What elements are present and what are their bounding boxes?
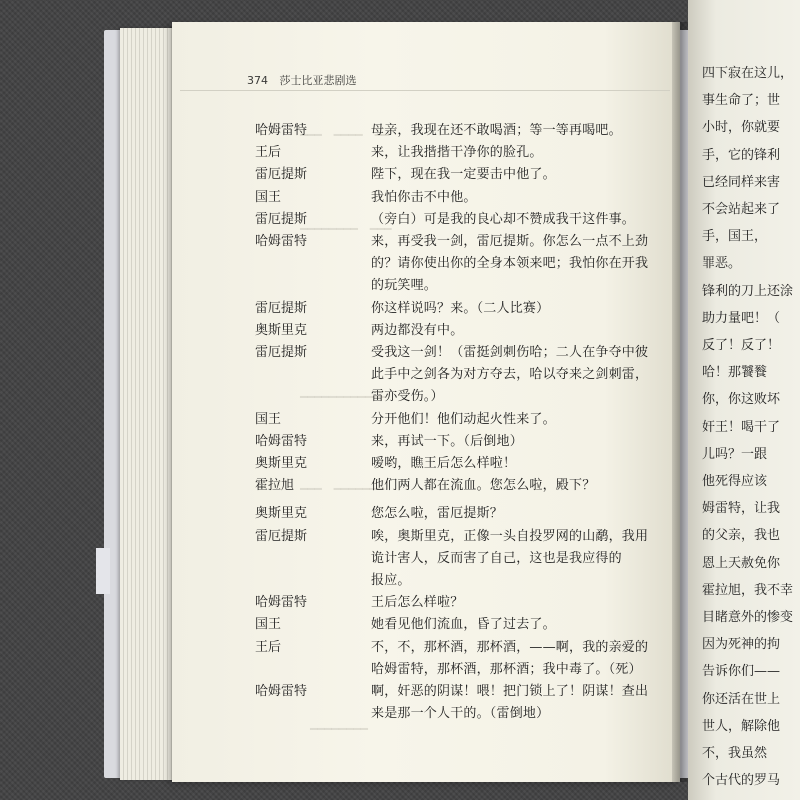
dialogue-line: 来，让我揩揩干净你的脸孔。 (371, 145, 543, 161)
speaker-name: 哈姆雷特 (255, 123, 308, 138)
dialogue-line: 受我这一剑！（雷挺剑刺伤哈；二人在争夺中彼 (371, 345, 649, 360)
page-stack-edges (120, 28, 180, 780)
right-page-line: 姆雷特，让我 (702, 501, 781, 517)
speaker-name: 哈姆雷特 (255, 595, 308, 611)
book-title: 莎士比亚悲剧选 (279, 74, 357, 87)
dialogue-line: 啊，奸恶的阴谋！喂！把门锁上了！阴谋！查出 (371, 684, 649, 699)
dialogue-line: 你这样说吗？来。（二人比赛） (371, 300, 550, 316)
show-through-text: ━━━ ━━━━━━━ (300, 482, 385, 496)
right-page-line: 手，它的锋利 (702, 147, 781, 163)
right-page-line: 恩上天赦免你 (702, 555, 781, 571)
dialogue-line: 诡计害人，反而害了自己，这也是我应得的 (371, 550, 622, 566)
show-through-text: ━━━━━━━━ ━━━ (300, 222, 392, 236)
dialogue-line: 分开他们！他们动起火性来了。 (371, 411, 556, 427)
speaker-name: 王后 (255, 145, 282, 161)
dialogue-line: 的？请你使出你的全身本领来吧；我怕你在开我 (371, 256, 649, 272)
dialogue-line: 她看见他们流血，昏了过去了。 (371, 617, 556, 633)
right-page-line: 他死得应该 (702, 474, 768, 489)
right-page-line: 不，我虽然 (702, 746, 768, 761)
show-through-text: ━━━ ━━━━ ━━ (300, 128, 390, 142)
right-page-line: 儿吗？一跟 (702, 446, 768, 462)
right-page-line: 助力量吧！（ (702, 310, 781, 326)
speaker-name: 国王 (255, 617, 282, 633)
speaker-name: 雷厄提斯 (255, 345, 308, 360)
right-page-line: 目睹意外的惨变 (702, 610, 794, 625)
speaker-name: 霍拉旭 (255, 478, 295, 494)
speaker-name: 雷厄提斯 (255, 211, 308, 227)
show-through-text: ━━━━━━━━━━━━ (300, 390, 387, 404)
dialogue-line: 来，再试一下。（后倒地） (371, 433, 523, 449)
right-page-line: 你，你这败坏 (702, 392, 781, 408)
dialogue-line: （旁白）可是我的良心却不赞成我干这件事。 (371, 211, 636, 227)
dialogue-line: 报应。 (371, 573, 411, 588)
speaker-name: 雷厄提斯 (255, 300, 308, 316)
right-page-line: 四下寂在这儿， (702, 66, 794, 81)
dialogue-line: 母亲，我现在还不敢喝酒；等一等再喝吧。 (371, 123, 622, 138)
right-page-line: 不会站起来了 (702, 202, 781, 217)
speaker-name: 雷厄提斯 (255, 528, 308, 544)
right-page-line: 手，国王， (702, 229, 768, 245)
speaker-name: 奥斯里克 (255, 322, 308, 338)
speaker-name: 王后 (255, 639, 282, 655)
dialogue-line: 嗳哟，瞧王后怎么样啦！ (371, 456, 517, 471)
right-page-line: 事生命了；世 (702, 93, 781, 109)
right-page-line: 反了！反了！ (702, 338, 781, 353)
dialogue-line: 此手中之剑各为对方夺去，哈以夺来之剑刺雷， (371, 367, 649, 383)
speaker-name: 国王 (255, 189, 282, 205)
header-rule (180, 90, 670, 91)
right-page-line: 小时，你就要 (702, 120, 781, 136)
dialogue-line: 不，不，那杯酒，那杯酒，——啊，我的亲爱的 (371, 639, 649, 655)
dialogue-line: 来是那一个人干的。（雷倒地） (371, 706, 550, 722)
dialogue-line: 唉，奥斯里克，正像一头自投罗网的山鹬，我用 (371, 528, 649, 544)
speaker-name: 雷厄提斯 (255, 167, 308, 183)
right-page-line: 罪恶。 (702, 256, 742, 272)
dialogue-line: 雷亦受伤。） (371, 389, 444, 405)
right-page-line: 的父亲，我也 (702, 528, 781, 544)
cover-edge (96, 548, 110, 594)
right-page-line: 告诉你们—— (702, 664, 781, 680)
dialogue-line: 您怎么啦，雷厄提斯？ (371, 506, 504, 522)
speaker-name: 国王 (255, 411, 282, 427)
right-page-line: 锋利的刀上还涂 (702, 283, 794, 299)
dialogue-line: 的玩笑哩。 (371, 278, 438, 294)
dialogue-line: 他们两人都在流血。您怎么啦，殿下？ (371, 478, 596, 494)
right-page-line: 你还活在世上 (702, 691, 781, 707)
page-header (247, 72, 357, 88)
dialogue-line: 我怕你击不中他。 (371, 189, 477, 205)
dialogue-line: 王后怎么样啦？ (371, 595, 464, 611)
right-page-line: 霍拉旭，我不幸 (702, 582, 794, 598)
page-number: 374 (247, 74, 268, 87)
speaker-name: 哈姆雷特 (255, 684, 308, 699)
show-through-text: ━━━━━━━━ (310, 722, 380, 736)
dialogue-line: 两边都没有中。 (371, 322, 464, 338)
speaker-name: 奥斯里克 (255, 456, 308, 471)
right-page-line: 已经同样来害 (702, 174, 781, 190)
right-page-line: 因为死神的拘 (702, 637, 781, 653)
speaker-name: 奥斯里克 (255, 506, 308, 522)
speaker-name: 哈姆雷特 (255, 234, 308, 249)
right-page-line: 世人，解除他 (702, 718, 781, 734)
dialogue-line: 来，再受我一剑，雷厄提斯。你怎么一点不上劲 (371, 234, 649, 249)
right-page-line: 奸王！喝干了 (702, 419, 781, 435)
right-page-line: 个古代的罗马 (702, 773, 781, 789)
right-page-line: 哈！那饕餮 (702, 365, 768, 381)
speaker-name: 哈姆雷特 (255, 433, 308, 449)
dialogue-line: 哈姆雷特，那杯酒，那杯酒；我中毒了。（死） (371, 661, 642, 677)
dialogue-line: 陛下，现在我一定要击中他了。 (371, 167, 556, 183)
